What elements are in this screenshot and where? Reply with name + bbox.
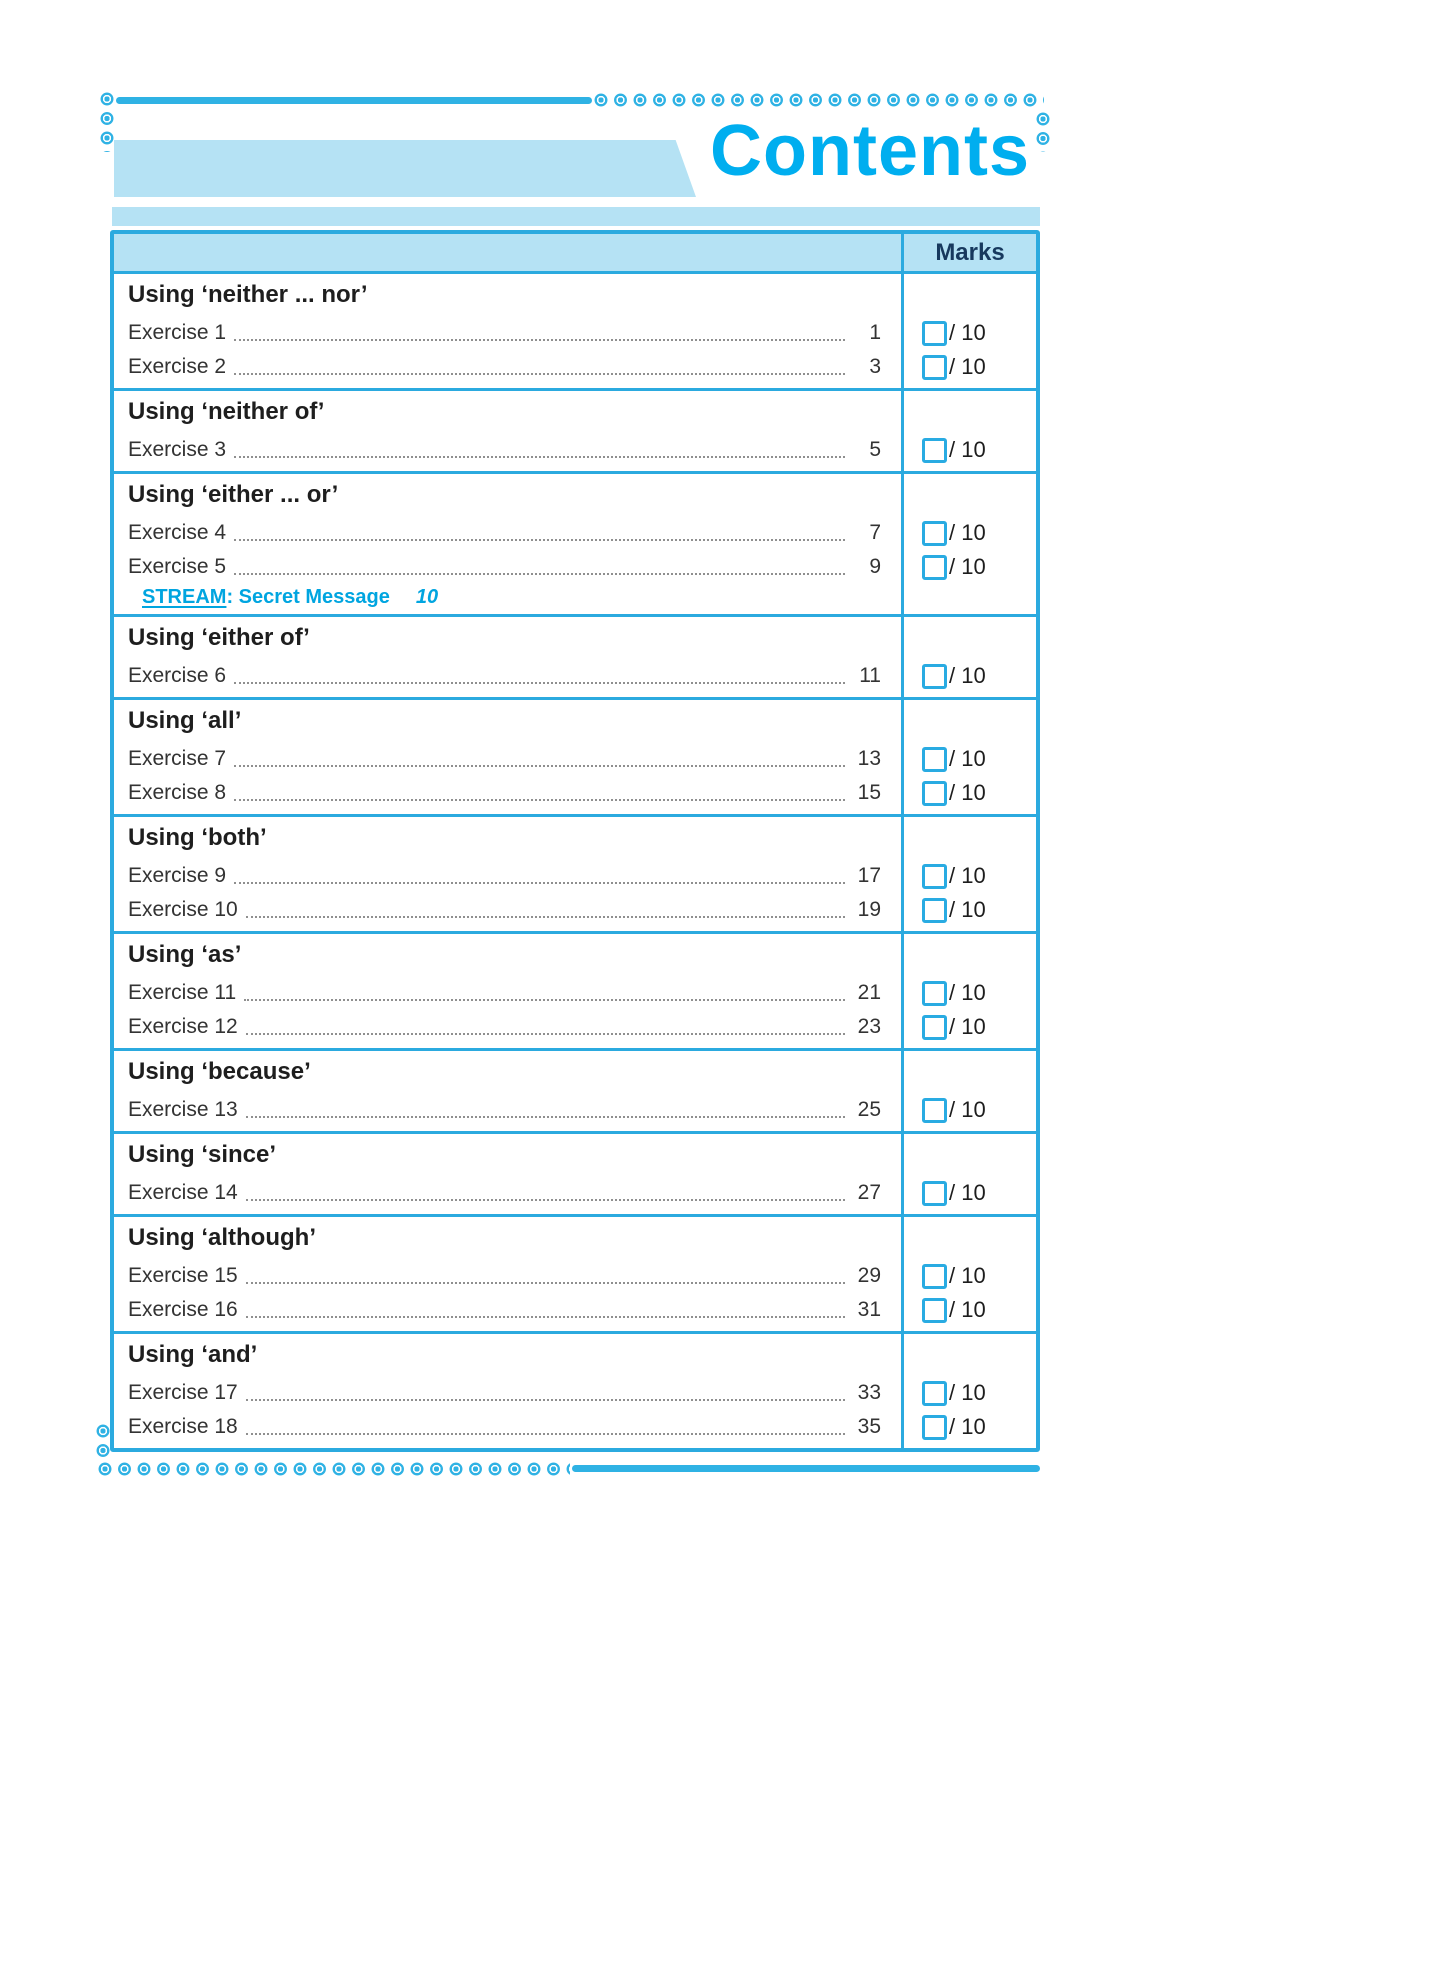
table-body — [114, 274, 1036, 1448]
marks-checkbox[interactable] — [922, 1015, 947, 1040]
marks-checkbox[interactable] — [922, 1298, 947, 1323]
marks-checkbox[interactable] — [922, 981, 947, 1006]
dotted-leader — [246, 1116, 845, 1118]
marks-spacer — [904, 817, 1036, 859]
toc-entry — [114, 1093, 901, 1127]
exercise-label: Exercise 14 — [128, 1181, 238, 1204]
section-heading: Using ‘neither ... nor’ — [128, 281, 368, 308]
dotted-leader — [234, 882, 845, 884]
section-content-column — [114, 700, 901, 814]
dotted-leader — [246, 1199, 845, 1201]
section-marks-column — [901, 1217, 1036, 1331]
toc-entry — [114, 1259, 901, 1293]
dotted-leader — [234, 682, 845, 684]
dotted-leader — [234, 573, 845, 575]
marks-denominator: / 10 — [949, 354, 986, 379]
page-number: 31 — [857, 1298, 881, 1321]
marks-checkbox[interactable] — [922, 864, 947, 889]
marks-column-header: Marks — [901, 234, 1036, 271]
toc-entry — [114, 550, 901, 584]
page-number: 29 — [857, 1264, 881, 1287]
exercise-label: Exercise 12 — [128, 1015, 238, 1038]
toc-section — [114, 474, 1036, 617]
page-number: 21 — [857, 981, 881, 1004]
marks-checkbox[interactable] — [922, 1415, 947, 1440]
marks-denominator: / 10 — [949, 520, 986, 545]
page-number: 9 — [869, 555, 881, 578]
dotted-leader — [246, 1316, 845, 1318]
marks-denominator: / 10 — [949, 1180, 986, 1205]
dotted-leader — [234, 339, 845, 341]
section-marks-column — [901, 617, 1036, 697]
section-marks-column — [901, 817, 1036, 931]
exercise-label: Exercise 1 — [128, 321, 227, 344]
toc-section — [114, 1217, 1036, 1334]
marks-spacer — [904, 1334, 1036, 1376]
toc-section — [114, 700, 1036, 817]
marks-checkbox[interactable] — [922, 438, 947, 463]
exercise-label: Exercise 13 — [128, 1098, 238, 1121]
marks-checkbox[interactable] — [922, 355, 947, 380]
marks-cell — [904, 350, 1036, 384]
marks-spacer — [904, 1051, 1036, 1093]
section-marks-column — [901, 1134, 1036, 1214]
marks-denominator: / 10 — [949, 554, 986, 579]
marks-denominator: / 10 — [949, 780, 986, 805]
section-content-column — [114, 617, 901, 697]
stream-title: : Secret Message — [226, 585, 390, 608]
marks-checkbox[interactable] — [922, 1181, 947, 1206]
dotted-leader — [246, 916, 845, 918]
page-number: 17 — [857, 864, 881, 887]
exercise-label: Exercise 10 — [128, 898, 238, 921]
marks-denominator: / 10 — [949, 437, 986, 462]
exercise-label: Exercise 7 — [128, 747, 227, 770]
marks-denominator: / 10 — [949, 863, 986, 888]
toc-section — [114, 617, 1036, 700]
marks-spacer — [904, 700, 1036, 742]
dotted-leader — [234, 456, 845, 458]
marks-denominator: / 10 — [949, 663, 986, 688]
section-heading: Using ‘either ... or’ — [128, 481, 339, 508]
page-number: 7 — [869, 521, 881, 544]
marks-cell — [904, 433, 1036, 467]
section-content-column — [114, 474, 901, 614]
toc-section — [114, 391, 1036, 474]
dotted-leader — [234, 765, 845, 767]
section-heading: Using ‘although’ — [128, 1224, 316, 1251]
marks-checkbox[interactable] — [922, 747, 947, 772]
section-marks-column — [901, 700, 1036, 814]
exercise-label: Exercise 4 — [128, 521, 227, 544]
stream-entry — [114, 584, 901, 610]
exercise-label: Exercise 9 — [128, 864, 227, 887]
table-header-row — [114, 234, 1036, 274]
page-number: 23 — [857, 1015, 881, 1038]
toc-section — [114, 274, 1036, 391]
page-number: 3 — [869, 355, 881, 378]
section-heading: Using ‘all’ — [128, 707, 242, 734]
exercise-label: Exercise 8 — [128, 781, 227, 804]
section-marks-column — [901, 274, 1036, 388]
marks-cell — [904, 1293, 1036, 1327]
section-content-column — [114, 817, 901, 931]
dotted-leader — [234, 539, 845, 541]
marks-denominator: / 10 — [949, 746, 986, 771]
section-content-column — [114, 274, 901, 388]
toc-entry — [114, 859, 901, 893]
section-content-column — [114, 1051, 901, 1131]
contents-table — [110, 230, 1040, 1452]
toc-section — [114, 1051, 1036, 1134]
marks-denominator: / 10 — [949, 1380, 986, 1405]
bottom-left-border-beads — [96, 1424, 110, 1464]
marks-denominator: / 10 — [949, 1014, 986, 1039]
marks-denominator: / 10 — [949, 1097, 986, 1122]
dotted-leader — [246, 1033, 845, 1035]
toc-entry — [114, 350, 901, 384]
marks-cell — [904, 776, 1036, 810]
top-border-beads — [594, 93, 1044, 107]
header-strip — [112, 207, 1040, 226]
marks-spacer — [904, 474, 1036, 516]
toc-section — [114, 817, 1036, 934]
page-number: 25 — [857, 1098, 881, 1121]
section-heading: Using ‘both’ — [128, 824, 267, 851]
section-content-column — [114, 934, 901, 1048]
marks-spacer — [904, 274, 1036, 316]
dotted-leader — [246, 1399, 845, 1401]
dotted-leader — [246, 1282, 845, 1284]
page-number: 5 — [869, 438, 881, 461]
toc-entry — [114, 516, 901, 550]
dotted-leader — [244, 999, 845, 1001]
marks-checkbox[interactable] — [922, 321, 947, 346]
marks-checkbox[interactable] — [922, 1264, 947, 1289]
marks-cell — [904, 1010, 1036, 1044]
page-number: 27 — [857, 1181, 881, 1204]
toc-section — [114, 1334, 1036, 1448]
toc-entry — [114, 1010, 901, 1044]
marks-cell — [904, 1093, 1036, 1127]
toc-entry — [114, 316, 901, 350]
section-heading: Using ‘either of’ — [128, 624, 310, 651]
marks-spacer — [904, 934, 1036, 976]
marks-cell — [904, 516, 1036, 550]
section-heading: Using ‘as’ — [128, 941, 242, 968]
section-content-column — [114, 1134, 901, 1214]
section-marks-column — [901, 934, 1036, 1048]
section-heading: Using ‘because’ — [128, 1058, 311, 1085]
stream-label: STREAM — [142, 585, 227, 608]
marks-cell — [904, 316, 1036, 350]
toc-entry — [114, 776, 901, 810]
marks-cell — [904, 550, 1036, 584]
marks-cell — [904, 659, 1036, 693]
exercise-label: Exercise 5 — [128, 555, 227, 578]
marks-denominator: / 10 — [949, 320, 986, 345]
section-marks-column — [901, 1334, 1036, 1448]
marks-denominator: / 10 — [949, 1263, 986, 1288]
marks-cell — [904, 1376, 1036, 1410]
page-number: 33 — [857, 1381, 881, 1404]
top-border-line — [116, 97, 592, 104]
exercise-label: Exercise 15 — [128, 1264, 238, 1287]
marks-checkbox[interactable] — [922, 898, 947, 923]
marks-denominator: / 10 — [949, 1414, 986, 1439]
toc-entry — [114, 659, 901, 693]
marks-denominator: / 10 — [949, 1297, 986, 1322]
page-number: 13 — [857, 747, 881, 770]
toc-section — [114, 1134, 1036, 1217]
marks-cell — [904, 893, 1036, 927]
dotted-leader — [234, 799, 845, 801]
marks-cell — [904, 1176, 1036, 1210]
page-title: Contents — [710, 111, 1030, 191]
top-right-border-beads — [1036, 112, 1050, 152]
marks-spacer — [904, 617, 1036, 659]
exercise-label: Exercise 2 — [128, 355, 227, 378]
page-number: 15 — [857, 781, 881, 804]
marks-spacer — [904, 1134, 1036, 1176]
page-number: 11 — [859, 664, 881, 687]
marks-cell — [904, 859, 1036, 893]
toc-section — [114, 934, 1036, 1051]
section-marks-column — [901, 1051, 1036, 1131]
marks-cell — [904, 1410, 1036, 1444]
dotted-leader — [234, 373, 845, 375]
toc-entry — [114, 976, 901, 1010]
bottom-border-beads — [98, 1462, 570, 1476]
section-marks-column — [901, 474, 1036, 614]
marks-checkbox[interactable] — [922, 1098, 947, 1123]
section-heading: Using ‘and’ — [128, 1341, 258, 1368]
toc-entry — [114, 1410, 901, 1444]
marks-cell — [904, 742, 1036, 776]
toc-entry — [114, 1376, 901, 1410]
page-number: 35 — [857, 1415, 881, 1438]
marks-spacer — [904, 1217, 1036, 1259]
exercise-label: Exercise 6 — [128, 664, 227, 687]
marks-denominator: / 10 — [949, 980, 986, 1005]
section-marks-column — [901, 391, 1036, 471]
exercise-label: Exercise 3 — [128, 438, 227, 461]
toc-entry — [114, 893, 901, 927]
exercise-label: Exercise 18 — [128, 1415, 238, 1438]
exercise-label: Exercise 11 — [128, 981, 237, 1004]
table-header-spacer — [114, 234, 901, 271]
marks-denominator: / 10 — [949, 897, 986, 922]
section-content-column — [114, 1334, 901, 1448]
exercise-label: Exercise 17 — [128, 1381, 238, 1404]
marks-cell — [904, 976, 1036, 1010]
exercise-label: Exercise 16 — [128, 1298, 238, 1321]
page-number: 1 — [869, 321, 881, 344]
section-content-column — [114, 391, 901, 471]
section-heading: Using ‘since’ — [128, 1141, 277, 1168]
section-heading: Using ‘neither of’ — [128, 398, 325, 425]
marks-checkbox[interactable] — [922, 664, 947, 689]
page-number: 19 — [857, 898, 881, 921]
section-content-column — [114, 1217, 901, 1331]
marks-checkbox[interactable] — [922, 555, 947, 580]
marks-checkbox[interactable] — [922, 521, 947, 546]
marks-checkbox[interactable] — [922, 1381, 947, 1406]
marks-cell — [904, 1259, 1036, 1293]
toc-entry — [114, 1293, 901, 1327]
dotted-leader — [246, 1433, 845, 1435]
toc-entry — [114, 433, 901, 467]
marks-checkbox[interactable] — [922, 781, 947, 806]
marks-spacer — [904, 391, 1036, 433]
toc-entry — [114, 742, 901, 776]
stream-page-number: 10 — [415, 585, 439, 608]
bottom-border-line — [572, 1465, 1040, 1472]
toc-entry — [114, 1176, 901, 1210]
